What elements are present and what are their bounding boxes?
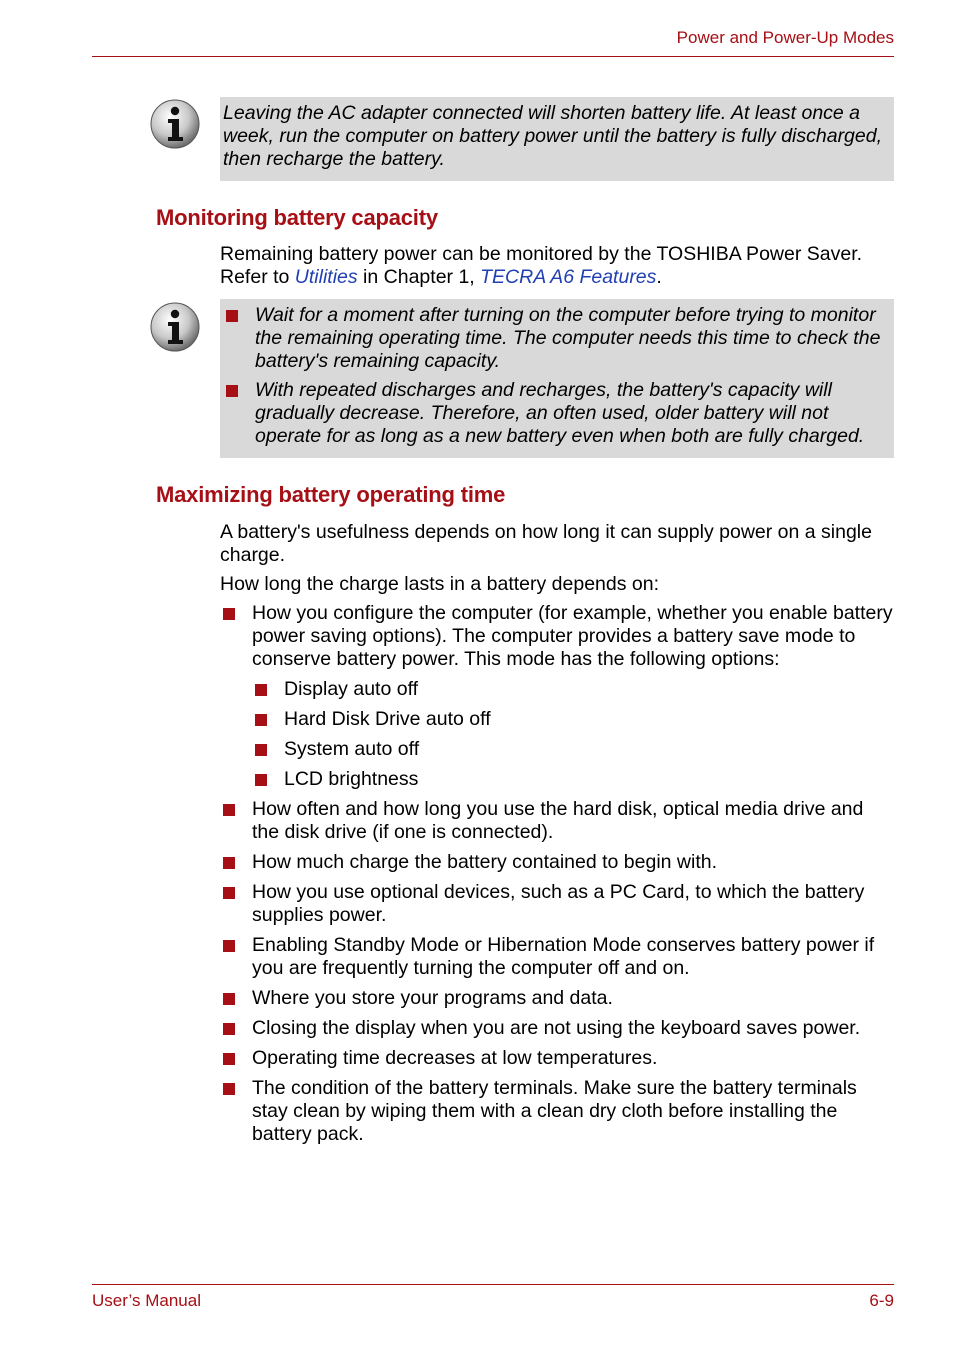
para-text: . [656, 266, 662, 288]
bullet-square-icon [223, 1083, 235, 1095]
bullet-square-icon [223, 857, 235, 869]
list-item-text: Enabling Standby Mode or Hibernation Mode conserves battery power if you are frequently turning the computer off and on. [252, 934, 875, 979]
monitoring-paragraph [220, 243, 894, 289]
list-item-text: How you use optional devices, such as a PC Card, to which the battery supplies power. [252, 881, 865, 926]
bullet-square-icon [223, 804, 235, 816]
maximizing-paragraph-2 [220, 573, 894, 596]
list-item-text: How often and how long you use the hard disk, optical media drive and the disk drive (if one is connected). [252, 798, 864, 843]
bullet-square-icon [223, 1053, 235, 1065]
bullet-square-icon [223, 993, 235, 1005]
footer-manual-label: User’s Manual [92, 1291, 201, 1310]
depends-on-list [220, 602, 894, 1153]
list-item [220, 934, 894, 980]
list-item [220, 1077, 894, 1146]
page-number: 6-9 [869, 1291, 894, 1310]
header-rule [92, 56, 894, 57]
note-box-capacity [220, 299, 894, 458]
footer-rule [92, 1284, 894, 1285]
bullet-square-icon [255, 684, 267, 696]
bullet-square-icon [223, 1023, 235, 1035]
note-bullet [223, 304, 890, 373]
info-icon [150, 99, 200, 149]
bullet-square-icon [226, 310, 238, 322]
para-line: Remaining battery power can be monitored by the TOSHIBA Power Saver. [220, 243, 863, 265]
note-bullet [223, 379, 890, 448]
maximizing-paragraph-1 [220, 521, 894, 567]
sub-list-item [252, 768, 894, 791]
list-item [220, 1017, 894, 1040]
bullet-square-icon [255, 714, 267, 726]
list-item-text: Operating time decreases at low temperatures. [252, 1047, 658, 1069]
para-text: How long the charge lasts in a battery depends on: [220, 573, 660, 595]
list-item [220, 602, 894, 671]
para-text: A battery's usefulness depends on how long it can supply power on a single charge. [220, 521, 872, 566]
sub-list-item-text: Display auto off [284, 678, 419, 700]
info-icon [150, 302, 200, 352]
bullet-square-icon [226, 385, 238, 397]
section-heading-maximizing: Maximizing battery operating time [156, 482, 506, 507]
para-text: in Chapter 1, [357, 266, 481, 288]
list-item [220, 1047, 894, 1070]
list-item [220, 881, 894, 927]
sub-list-item-text: LCD brightness [284, 768, 419, 790]
list-item-text: Closing the display when you are not using the keyboard saves power. [252, 1017, 861, 1039]
note-bullet-text: Wait for a moment after turning on the computer before trying to monitor the remaining operating time. The computer needs this time to check the battery's remaining capacity. [255, 304, 881, 372]
bullet-square-icon [223, 940, 235, 952]
bullet-square-icon [223, 608, 235, 620]
section-heading-monitoring: Monitoring battery capacity [156, 205, 438, 230]
list-item-text: How you configure the computer (for example, whether you enable battery power saving options). The computer provides a battery save mode to conserve battery power. This mode has the following options: [252, 602, 893, 670]
bullet-square-icon [255, 744, 267, 756]
list-item-text: Where you store your programs and data. [252, 987, 613, 1009]
list-item [220, 798, 894, 844]
list-item [220, 987, 894, 1010]
sub-list-item [252, 738, 894, 761]
sub-list-item [252, 708, 894, 731]
para-text: Refer to [220, 266, 295, 288]
list-item-text: How much charge the battery contained to begin with. [252, 851, 718, 873]
running-header: Power and Power-Up Modes [676, 28, 894, 47]
sub-list-item-text: System auto off [284, 738, 420, 760]
sub-list-item-text: Hard Disk Drive auto off [284, 708, 491, 730]
bullet-square-icon [223, 887, 235, 899]
list-item-text: The condition of the battery terminals. Make sure the battery terminals stay clean by wiping them with a clean dry cloth before installing the battery pack. [252, 1077, 857, 1145]
list-item [220, 851, 894, 874]
link-tecra-features[interactable]: TECRA A6 Features [480, 266, 657, 288]
bullet-square-icon [255, 774, 267, 786]
note-box-adapter [220, 97, 894, 181]
link-utilities[interactable]: Utilities [294, 266, 358, 288]
sub-list-item [252, 678, 894, 701]
note-bullet-text: With repeated discharges and recharges, the battery's capacity will gradually decrease. Therefore, an often used, older battery will not operate for as long as a new battery even when both are fully charged. [255, 379, 865, 447]
note-text: Leaving the AC adapter connected will shorten battery life. At least once a week, run the computer on battery power until the battery is fully discharged, then recharge the battery. [223, 102, 883, 170]
sub-list [252, 678, 894, 791]
